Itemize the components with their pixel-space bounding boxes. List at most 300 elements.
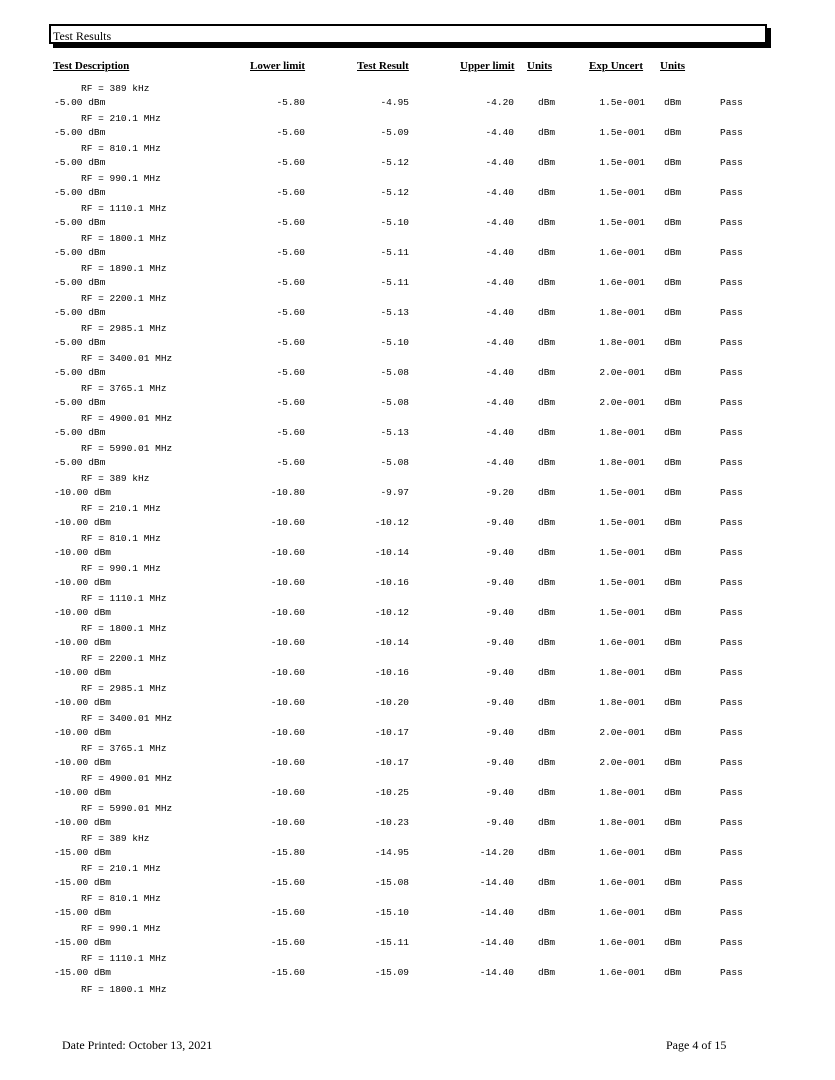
- exp-uncert-cell: 1.5e-001: [599, 187, 645, 198]
- rf-label: RF = 389 kHz: [81, 83, 150, 94]
- upper-limit-cell: -4.40: [485, 397, 514, 408]
- header-upper-limit: Upper limit: [460, 60, 515, 72]
- upper-limit-cell: -14.20: [479, 847, 514, 858]
- lower-limit-cell: -10.80: [270, 487, 305, 498]
- upper-limit-cell: -9.40: [485, 817, 514, 828]
- header-units-2: Units: [660, 60, 686, 72]
- status-cell: Pass: [720, 787, 743, 798]
- level-label: -5.00 dBm: [54, 337, 106, 348]
- rf-label: RF = 2985.1 MHz: [81, 323, 167, 334]
- lower-limit-cell: -10.60: [270, 697, 305, 708]
- units-cell: dBm: [538, 397, 556, 408]
- rf-label: RF = 1800.1 MHz: [81, 623, 167, 634]
- upper-limit-cell: -9.40: [485, 547, 514, 558]
- status-cell: Pass: [720, 877, 743, 888]
- units2-cell: dBm: [664, 337, 682, 348]
- units-cell: dBm: [538, 607, 556, 618]
- exp-uncert-cell: 1.6e-001: [599, 277, 645, 288]
- exp-uncert-cell: 1.8e-001: [599, 667, 645, 678]
- units-cell: dBm: [538, 427, 556, 438]
- units2-cell: dBm: [664, 217, 682, 228]
- table-row: [0, 863, 835, 893]
- test-result-cell: -5.09: [380, 127, 409, 138]
- exp-uncert-cell: 1.5e-001: [599, 517, 645, 528]
- exp-uncert-cell: 1.6e-001: [599, 877, 645, 888]
- units-cell: dBm: [538, 307, 556, 318]
- status-cell: Pass: [720, 127, 743, 138]
- lower-limit-cell: -5.60: [276, 457, 305, 468]
- upper-limit-cell: -14.40: [479, 877, 514, 888]
- level-label: -10.00 dBm: [54, 817, 112, 828]
- units2-cell: dBm: [664, 127, 682, 138]
- test-result-cell: -15.08: [374, 877, 409, 888]
- test-result-cell: -10.14: [374, 547, 409, 558]
- table-row: [0, 353, 835, 383]
- level-label: -5.00 dBm: [54, 217, 106, 228]
- upper-limit-cell: -4.20: [485, 97, 514, 108]
- units-cell: dBm: [538, 937, 556, 948]
- units-cell: dBm: [538, 577, 556, 588]
- units2-cell: dBm: [664, 637, 682, 648]
- test-result-cell: -15.11: [374, 937, 409, 948]
- test-result-cell: -4.95: [380, 97, 409, 108]
- table-row: [0, 653, 835, 683]
- units-cell: dBm: [538, 967, 556, 978]
- exp-uncert-cell: 2.0e-001: [599, 727, 645, 738]
- upper-limit-cell: -14.40: [479, 937, 514, 948]
- units2-cell: dBm: [664, 187, 682, 198]
- upper-limit-cell: -9.20: [485, 487, 514, 498]
- units2-cell: dBm: [664, 427, 682, 438]
- exp-uncert-cell: 1.8e-001: [599, 307, 645, 318]
- units-cell: dBm: [538, 847, 556, 858]
- status-cell: Pass: [720, 697, 743, 708]
- lower-limit-cell: -15.60: [270, 877, 305, 888]
- upper-limit-cell: -4.40: [485, 127, 514, 138]
- table-row: [0, 503, 835, 533]
- units2-cell: dBm: [664, 457, 682, 468]
- rf-label: RF = 5990.01 MHz: [81, 443, 173, 454]
- status-cell: Pass: [720, 277, 743, 288]
- upper-limit-cell: -9.40: [485, 517, 514, 528]
- test-result-cell: -5.12: [380, 187, 409, 198]
- lower-limit-cell: -10.60: [270, 547, 305, 558]
- units-cell: dBm: [538, 817, 556, 828]
- lower-limit-cell: -15.80: [270, 847, 305, 858]
- exp-uncert-cell: 1.6e-001: [599, 637, 645, 648]
- units-cell: dBm: [538, 757, 556, 768]
- units2-cell: dBm: [664, 817, 682, 828]
- units2-cell: dBm: [664, 247, 682, 258]
- upper-limit-cell: -9.40: [485, 637, 514, 648]
- exp-uncert-cell: 1.8e-001: [599, 457, 645, 468]
- rf-label: RF = 810.1 MHz: [81, 893, 161, 904]
- exp-uncert-cell: 1.6e-001: [599, 847, 645, 858]
- level-label: -5.00 dBm: [54, 457, 106, 468]
- test-result-cell: -9.97: [380, 487, 409, 498]
- units2-cell: dBm: [664, 667, 682, 678]
- table-row: [0, 773, 835, 803]
- units-cell: dBm: [538, 517, 556, 528]
- status-cell: Pass: [720, 817, 743, 828]
- units-cell: dBm: [538, 487, 556, 498]
- exp-uncert-cell: 1.5e-001: [599, 547, 645, 558]
- units-cell: dBm: [538, 217, 556, 228]
- units2-cell: dBm: [664, 787, 682, 798]
- rf-label: RF = 1110.1 MHz: [81, 203, 167, 214]
- status-cell: Pass: [720, 247, 743, 258]
- table-row: [0, 803, 835, 833]
- rf-label: RF = 810.1 MHz: [81, 143, 161, 154]
- test-result-cell: -10.16: [374, 667, 409, 678]
- exp-uncert-cell: 1.5e-001: [599, 577, 645, 588]
- lower-limit-cell: -5.60: [276, 367, 305, 378]
- exp-uncert-cell: 1.6e-001: [599, 967, 645, 978]
- units2-cell: dBm: [664, 277, 682, 288]
- test-result-cell: -5.13: [380, 427, 409, 438]
- units-cell: dBm: [538, 787, 556, 798]
- lower-limit-cell: -5.60: [276, 157, 305, 168]
- level-label: -15.00 dBm: [54, 937, 112, 948]
- table-row: [0, 683, 835, 713]
- level-label: -5.00 dBm: [54, 307, 106, 318]
- rf-label: RF = 389 kHz: [81, 833, 150, 844]
- lower-limit-cell: -5.60: [276, 337, 305, 348]
- exp-uncert-cell: 1.8e-001: [599, 427, 645, 438]
- lower-limit-cell: -10.60: [270, 607, 305, 618]
- rf-label: RF = 210.1 MHz: [81, 503, 161, 514]
- units2-cell: dBm: [664, 877, 682, 888]
- table-row: [0, 593, 835, 623]
- exp-uncert-cell: 2.0e-001: [599, 397, 645, 408]
- lower-limit-cell: -15.60: [270, 967, 305, 978]
- status-cell: Pass: [720, 517, 743, 528]
- upper-limit-cell: -9.40: [485, 577, 514, 588]
- table-row: [0, 443, 835, 473]
- level-label: -15.00 dBm: [54, 967, 112, 978]
- upper-limit-cell: -4.40: [485, 307, 514, 318]
- lower-limit-cell: -10.60: [270, 517, 305, 528]
- units2-cell: dBm: [664, 967, 682, 978]
- rf-label: RF = 1890.1 MHz: [81, 263, 167, 274]
- upper-limit-cell: -4.40: [485, 187, 514, 198]
- test-result-cell: -15.09: [374, 967, 409, 978]
- table-row: [0, 113, 835, 143]
- status-cell: Pass: [720, 547, 743, 558]
- upper-limit-cell: -4.40: [485, 157, 514, 168]
- upper-limit-cell: -4.40: [485, 427, 514, 438]
- section-title: Test Results: [49, 24, 767, 44]
- table-row: [0, 533, 835, 563]
- exp-uncert-cell: 2.0e-001: [599, 757, 645, 768]
- rf-label: RF = 1110.1 MHz: [81, 593, 167, 604]
- level-label: -5.00 dBm: [54, 187, 106, 198]
- table-row: [0, 833, 835, 863]
- test-result-cell: -10.14: [374, 637, 409, 648]
- status-cell: Pass: [720, 607, 743, 618]
- exp-uncert-cell: 1.5e-001: [599, 487, 645, 498]
- upper-limit-cell: -9.40: [485, 697, 514, 708]
- rf-label: RF = 2985.1 MHz: [81, 683, 167, 694]
- level-label: -10.00 dBm: [54, 787, 112, 798]
- rf-label: RF = 2200.1 MHz: [81, 293, 167, 304]
- exp-uncert-cell: 1.8e-001: [599, 697, 645, 708]
- rf-label: RF = 3765.1 MHz: [81, 383, 167, 394]
- test-result-cell: -10.12: [374, 607, 409, 618]
- table-row: [0, 563, 835, 593]
- status-cell: Pass: [720, 907, 743, 918]
- table-row: [0, 893, 835, 923]
- rf-label: RF = 4900.01 MHz: [81, 413, 173, 424]
- lower-limit-cell: -10.60: [270, 787, 305, 798]
- status-cell: Pass: [720, 577, 743, 588]
- table-row: [0, 293, 835, 323]
- status-cell: Pass: [720, 847, 743, 858]
- status-cell: Pass: [720, 187, 743, 198]
- trailing-description: RF = 1800.1 MHz: [81, 984, 167, 995]
- level-label: -5.00 dBm: [54, 127, 106, 138]
- table-row: [0, 743, 835, 773]
- units2-cell: dBm: [664, 307, 682, 318]
- test-result-cell: -10.12: [374, 517, 409, 528]
- status-cell: Pass: [720, 457, 743, 468]
- level-label: -10.00 dBm: [54, 757, 112, 768]
- units2-cell: dBm: [664, 547, 682, 558]
- units-cell: dBm: [538, 247, 556, 258]
- header-lower-limit: Lower limit: [250, 60, 306, 72]
- test-result-cell: -5.10: [380, 217, 409, 228]
- status-cell: Pass: [720, 427, 743, 438]
- upper-limit-cell: -9.40: [485, 667, 514, 678]
- table-row: [0, 473, 835, 503]
- test-result-cell: -10.25: [374, 787, 409, 798]
- status-cell: Pass: [720, 367, 743, 378]
- level-label: -10.00 dBm: [54, 577, 112, 588]
- exp-uncert-cell: 1.5e-001: [599, 97, 645, 108]
- units-cell: dBm: [538, 187, 556, 198]
- table-row: [0, 923, 835, 953]
- test-result-cell: -14.95: [374, 847, 409, 858]
- rf-label: RF = 810.1 MHz: [81, 533, 161, 544]
- status-cell: Pass: [720, 637, 743, 648]
- test-result-cell: -5.12: [380, 157, 409, 168]
- level-label: -5.00 dBm: [54, 427, 106, 438]
- lower-limit-cell: -15.60: [270, 937, 305, 948]
- lower-limit-cell: -5.60: [276, 277, 305, 288]
- units2-cell: dBm: [664, 907, 682, 918]
- status-cell: Pass: [720, 97, 743, 108]
- lower-limit-cell: -10.60: [270, 637, 305, 648]
- test-result-cell: -5.08: [380, 367, 409, 378]
- units-cell: dBm: [538, 907, 556, 918]
- level-label: -10.00 dBm: [54, 697, 112, 708]
- upper-limit-cell: -4.40: [485, 457, 514, 468]
- status-cell: Pass: [720, 157, 743, 168]
- lower-limit-cell: -5.60: [276, 127, 305, 138]
- table-row: [0, 83, 835, 113]
- upper-limit-cell: -9.40: [485, 607, 514, 618]
- upper-limit-cell: -4.40: [485, 217, 514, 228]
- status-cell: Pass: [720, 337, 743, 348]
- units-cell: dBm: [538, 157, 556, 168]
- status-cell: Pass: [720, 487, 743, 498]
- rf-label: RF = 389 kHz: [81, 473, 150, 484]
- header-test-description: Test Description: [53, 60, 130, 72]
- lower-limit-cell: -5.80: [276, 97, 305, 108]
- lower-limit-cell: -10.60: [270, 727, 305, 738]
- test-result-cell: -15.10: [374, 907, 409, 918]
- upper-limit-cell: -4.40: [485, 247, 514, 258]
- status-cell: Pass: [720, 217, 743, 228]
- test-result-cell: -10.17: [374, 727, 409, 738]
- status-cell: Pass: [720, 937, 743, 948]
- units-cell: dBm: [538, 337, 556, 348]
- level-label: -5.00 dBm: [54, 97, 106, 108]
- level-label: -10.00 dBm: [54, 487, 112, 498]
- rf-label: RF = 210.1 MHz: [81, 863, 161, 874]
- units2-cell: dBm: [664, 757, 682, 768]
- units2-cell: dBm: [664, 697, 682, 708]
- rf-label: RF = 5990.01 MHz: [81, 803, 173, 814]
- test-result-cell: -5.13: [380, 307, 409, 318]
- status-cell: Pass: [720, 307, 743, 318]
- level-label: -10.00 dBm: [54, 637, 112, 648]
- test-result-cell: -5.08: [380, 397, 409, 408]
- units2-cell: dBm: [664, 577, 682, 588]
- rf-label: RF = 1110.1 MHz: [81, 953, 167, 964]
- rf-label: RF = 2200.1 MHz: [81, 653, 167, 664]
- units2-cell: dBm: [664, 487, 682, 498]
- exp-uncert-cell: 1.5e-001: [599, 127, 645, 138]
- table-row: [0, 323, 835, 353]
- units2-cell: dBm: [664, 517, 682, 528]
- exp-uncert-cell: 1.8e-001: [599, 337, 645, 348]
- lower-limit-cell: -5.60: [276, 307, 305, 318]
- status-cell: Pass: [720, 727, 743, 738]
- level-label: -5.00 dBm: [54, 367, 106, 378]
- level-label: -5.00 dBm: [54, 277, 106, 288]
- upper-limit-cell: -9.40: [485, 787, 514, 798]
- upper-limit-cell: -4.40: [485, 367, 514, 378]
- table-row: [0, 263, 835, 293]
- results-table: [0, 83, 835, 983]
- lower-limit-cell: -5.60: [276, 397, 305, 408]
- rf-label: RF = 1800.1 MHz: [81, 233, 167, 244]
- level-label: -5.00 dBm: [54, 247, 106, 258]
- table-row: [0, 233, 835, 263]
- date-printed: Date Printed: October 13, 2021: [62, 1038, 213, 1052]
- test-result-cell: -5.10: [380, 337, 409, 348]
- level-label: -5.00 dBm: [54, 397, 106, 408]
- units2-cell: dBm: [664, 937, 682, 948]
- units-cell: dBm: [538, 127, 556, 138]
- table-row: [0, 383, 835, 413]
- level-label: -15.00 dBm: [54, 847, 112, 858]
- table-row: [0, 203, 835, 233]
- units-cell: dBm: [538, 667, 556, 678]
- upper-limit-cell: -9.40: [485, 727, 514, 738]
- status-cell: Pass: [720, 967, 743, 978]
- units-cell: dBm: [538, 727, 556, 738]
- units-cell: dBm: [538, 637, 556, 648]
- level-label: -10.00 dBm: [54, 547, 112, 558]
- page-number: Page 4 of 15: [666, 1038, 727, 1052]
- test-result-cell: -10.23: [374, 817, 409, 828]
- rf-label: RF = 990.1 MHz: [81, 173, 161, 184]
- test-result-cell: -5.08: [380, 457, 409, 468]
- status-cell: Pass: [720, 757, 743, 768]
- table-row: [0, 173, 835, 203]
- level-label: -10.00 dBm: [54, 667, 112, 678]
- units2-cell: dBm: [664, 367, 682, 378]
- lower-limit-cell: -10.60: [270, 667, 305, 678]
- status-cell: Pass: [720, 667, 743, 678]
- rf-label: RF = 4900.01 MHz: [81, 773, 173, 784]
- exp-uncert-cell: 1.6e-001: [599, 907, 645, 918]
- units2-cell: dBm: [664, 97, 682, 108]
- lower-limit-cell: -5.60: [276, 187, 305, 198]
- lower-limit-cell: -15.60: [270, 907, 305, 918]
- test-result-cell: -10.20: [374, 697, 409, 708]
- lower-limit-cell: -5.60: [276, 247, 305, 258]
- lower-limit-cell: -10.60: [270, 577, 305, 588]
- lower-limit-cell: -5.60: [276, 217, 305, 228]
- exp-uncert-cell: 1.8e-001: [599, 817, 645, 828]
- upper-limit-cell: -14.40: [479, 967, 514, 978]
- lower-limit-cell: -5.60: [276, 427, 305, 438]
- table-row: [0, 713, 835, 743]
- upper-limit-cell: -9.40: [485, 757, 514, 768]
- units2-cell: dBm: [664, 397, 682, 408]
- units2-cell: dBm: [664, 157, 682, 168]
- units-cell: dBm: [538, 97, 556, 108]
- exp-uncert-cell: 1.5e-001: [599, 607, 645, 618]
- table-row: [0, 143, 835, 173]
- test-result-cell: -5.11: [380, 277, 409, 288]
- header-units: Units: [527, 60, 553, 72]
- exp-uncert-cell: 1.8e-001: [599, 787, 645, 798]
- header-test-result: Test Result: [357, 60, 409, 72]
- rf-label: RF = 3765.1 MHz: [81, 743, 167, 754]
- units2-cell: dBm: [664, 847, 682, 858]
- exp-uncert-cell: 1.6e-001: [599, 247, 645, 258]
- level-label: -10.00 dBm: [54, 727, 112, 738]
- table-row: [0, 953, 835, 983]
- lower-limit-cell: -10.60: [270, 757, 305, 768]
- rf-label: RF = 990.1 MHz: [81, 923, 161, 934]
- level-label: -15.00 dBm: [54, 907, 112, 918]
- status-cell: Pass: [720, 397, 743, 408]
- exp-uncert-cell: 1.5e-001: [599, 217, 645, 228]
- rf-label: RF = 3400.01 MHz: [81, 353, 173, 364]
- exp-uncert-cell: 1.6e-001: [599, 937, 645, 948]
- upper-limit-cell: -14.40: [479, 907, 514, 918]
- level-label: -10.00 dBm: [54, 517, 112, 528]
- level-label: -10.00 dBm: [54, 607, 112, 618]
- units2-cell: dBm: [664, 727, 682, 738]
- units-cell: dBm: [538, 457, 556, 468]
- exp-uncert-cell: 1.5e-001: [599, 157, 645, 168]
- rf-label: RF = 210.1 MHz: [81, 113, 161, 124]
- units-cell: dBm: [538, 367, 556, 378]
- rf-label: RF = 990.1 MHz: [81, 563, 161, 574]
- units2-cell: dBm: [664, 607, 682, 618]
- test-result-cell: -10.16: [374, 577, 409, 588]
- table-row: [0, 413, 835, 443]
- units-cell: dBm: [538, 697, 556, 708]
- test-result-cell: -5.11: [380, 247, 409, 258]
- table-row: [0, 623, 835, 653]
